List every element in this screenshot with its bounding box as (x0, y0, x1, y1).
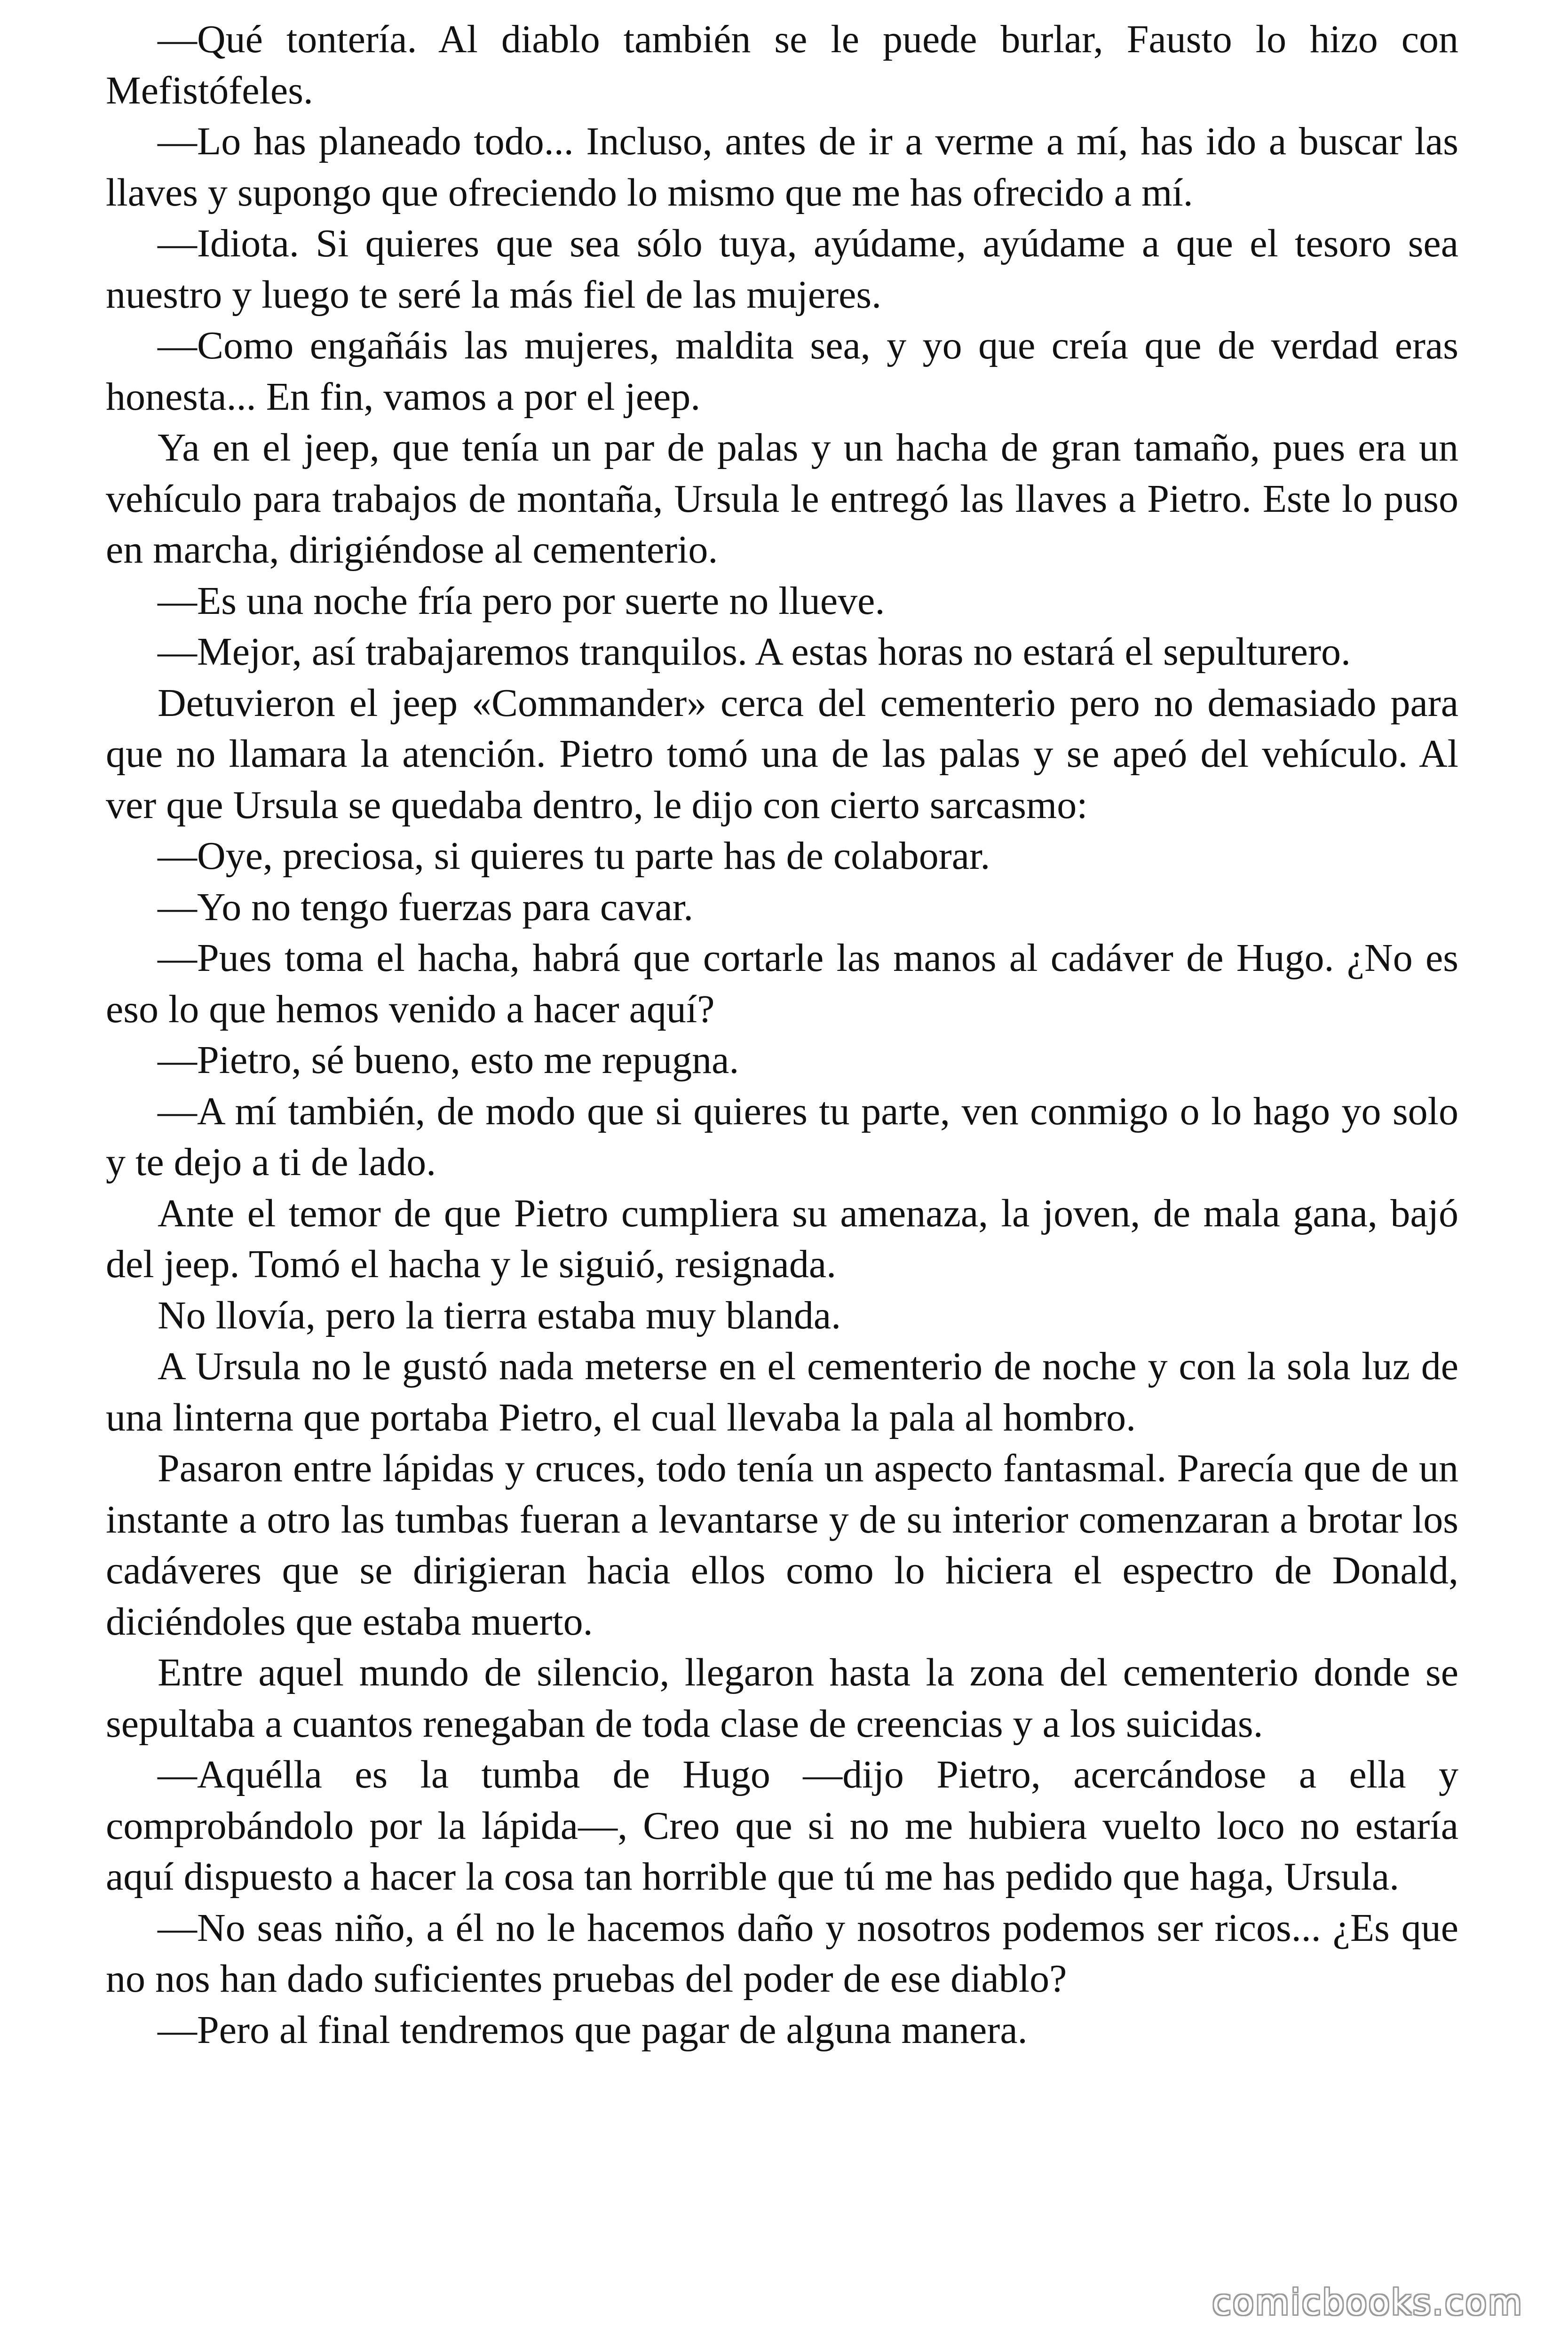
paragraph: —Qué tontería. Al diablo también se le puede burlar, Fausto lo hizo con Mefistófeles. (106, 17, 1458, 112)
paragraph: —No seas niño, a él no le hacemos daño y nosotros podemos ser ricos... ¿Es que no nos han dado suficientes pruebas del poder de ese diablo? (106, 1906, 1458, 2001)
paragraph: —Lo has planeado todo... Incluso, antes de ir a verme a mí, has ido a buscar las llaves y supongo que ofreciendo lo mismo que me has ofrecido a mí. (106, 119, 1458, 215)
paragraph: —Es una noche fría pero por suerte no llueve. (158, 579, 885, 623)
paragraph: Ante el temor de que Pietro cumpliera su amenaza, la joven, de mala gana, bajó del jeep. Tomó el hacha y le siguió, resignada. (106, 1191, 1458, 1286)
paragraph: Entre aquel mundo de silencio, llegaron hasta la zona del cementerio donde se sepultaba a cuantos renegaban de toda clase de creencias y a los suicidas. (106, 1651, 1458, 1746)
paragraph: No llovía, pero la tierra estaba muy blanda. (158, 1293, 841, 1337)
watermark: comicbooks.com (1212, 2282, 1523, 2323)
paragraph: —Yo no tengo fuerzas para cavar. (158, 885, 694, 929)
paragraph: —Pietro, sé bueno, esto me repugna. (158, 1038, 739, 1082)
paragraph: Ya en el jeep, que tenía un par de palas y un hacha de gran tamaño, pues era un vehículo para trabajos de montaña, Ursula le entregó las llaves a Pietro. Este lo puso en marcha, dirigiéndose al cementerio. (106, 426, 1458, 572)
paragraph: —Oye, preciosa, si quieres tu parte has de colaborar. (158, 834, 990, 878)
paragraph: —Pues toma el hacha, habrá que cortarle las manos al cadáver de Hugo. ¿No es eso lo que hemos venido a hacer aquí? (106, 936, 1458, 1031)
book-page-text (106, 14, 1458, 2056)
paragraph: —Aquélla es la tumba de Hugo —dijo Pietro, acercándose a ella y comprobándolo por la lápida—, Creo que si no me hubiera vuelto loco no estaría aquí dispuesto a hacer la cosa tan horrible que tú me has pedido que haga, Ursula. (106, 1753, 1458, 1899)
paragraph: —Pero al final tendremos que pagar de alguna manera. (158, 2008, 1028, 2052)
paragraph: Detuvieron el jeep «Commander» cerca del cementerio pero no demasiado para que no llamara la atención. Pietro tomó una de las palas y se apeó del vehículo. Al ver que Ursula se quedaba dentro, le dijo con cierto sarcasmo: (106, 681, 1458, 827)
paragraph: —Idiota. Si quieres que sea sólo tuya, ayúdame, ayúdame a que el tesoro sea nuestro y luego te seré la más fiel de las mujeres. (106, 222, 1458, 317)
paragraph: Pasaron entre lápidas y cruces, todo tenía un aspecto fantasmal. Parecía que de un instante a otro las tumbas fueran a levantarse y de su interior comenzaran a brotar los cadáveres que se dirigieran hacia ellos como lo hiciera el espectro de Donald, diciéndoles que estaba muerto. (106, 1446, 1458, 1644)
paragraph: —Como engañáis las mujeres, maldita sea, y yo que creía que de verdad eras honesta... En fin, vamos a por el jeep. (106, 324, 1458, 419)
paragraph: A Ursula no le gustó nada meterse en el cementerio de noche y con la sola luz de una linterna que portaba Pietro, el cual llevaba la pala al hombro. (106, 1344, 1458, 1439)
paragraph: —A mí también, de modo que si quieres tu parte, ven conmigo o lo hago yo solo y te dejo a ti de lado. (106, 1089, 1458, 1184)
paragraph: —Mejor, así trabajaremos tranquilos. A estas horas no estará el sepulturero. (158, 630, 1351, 674)
